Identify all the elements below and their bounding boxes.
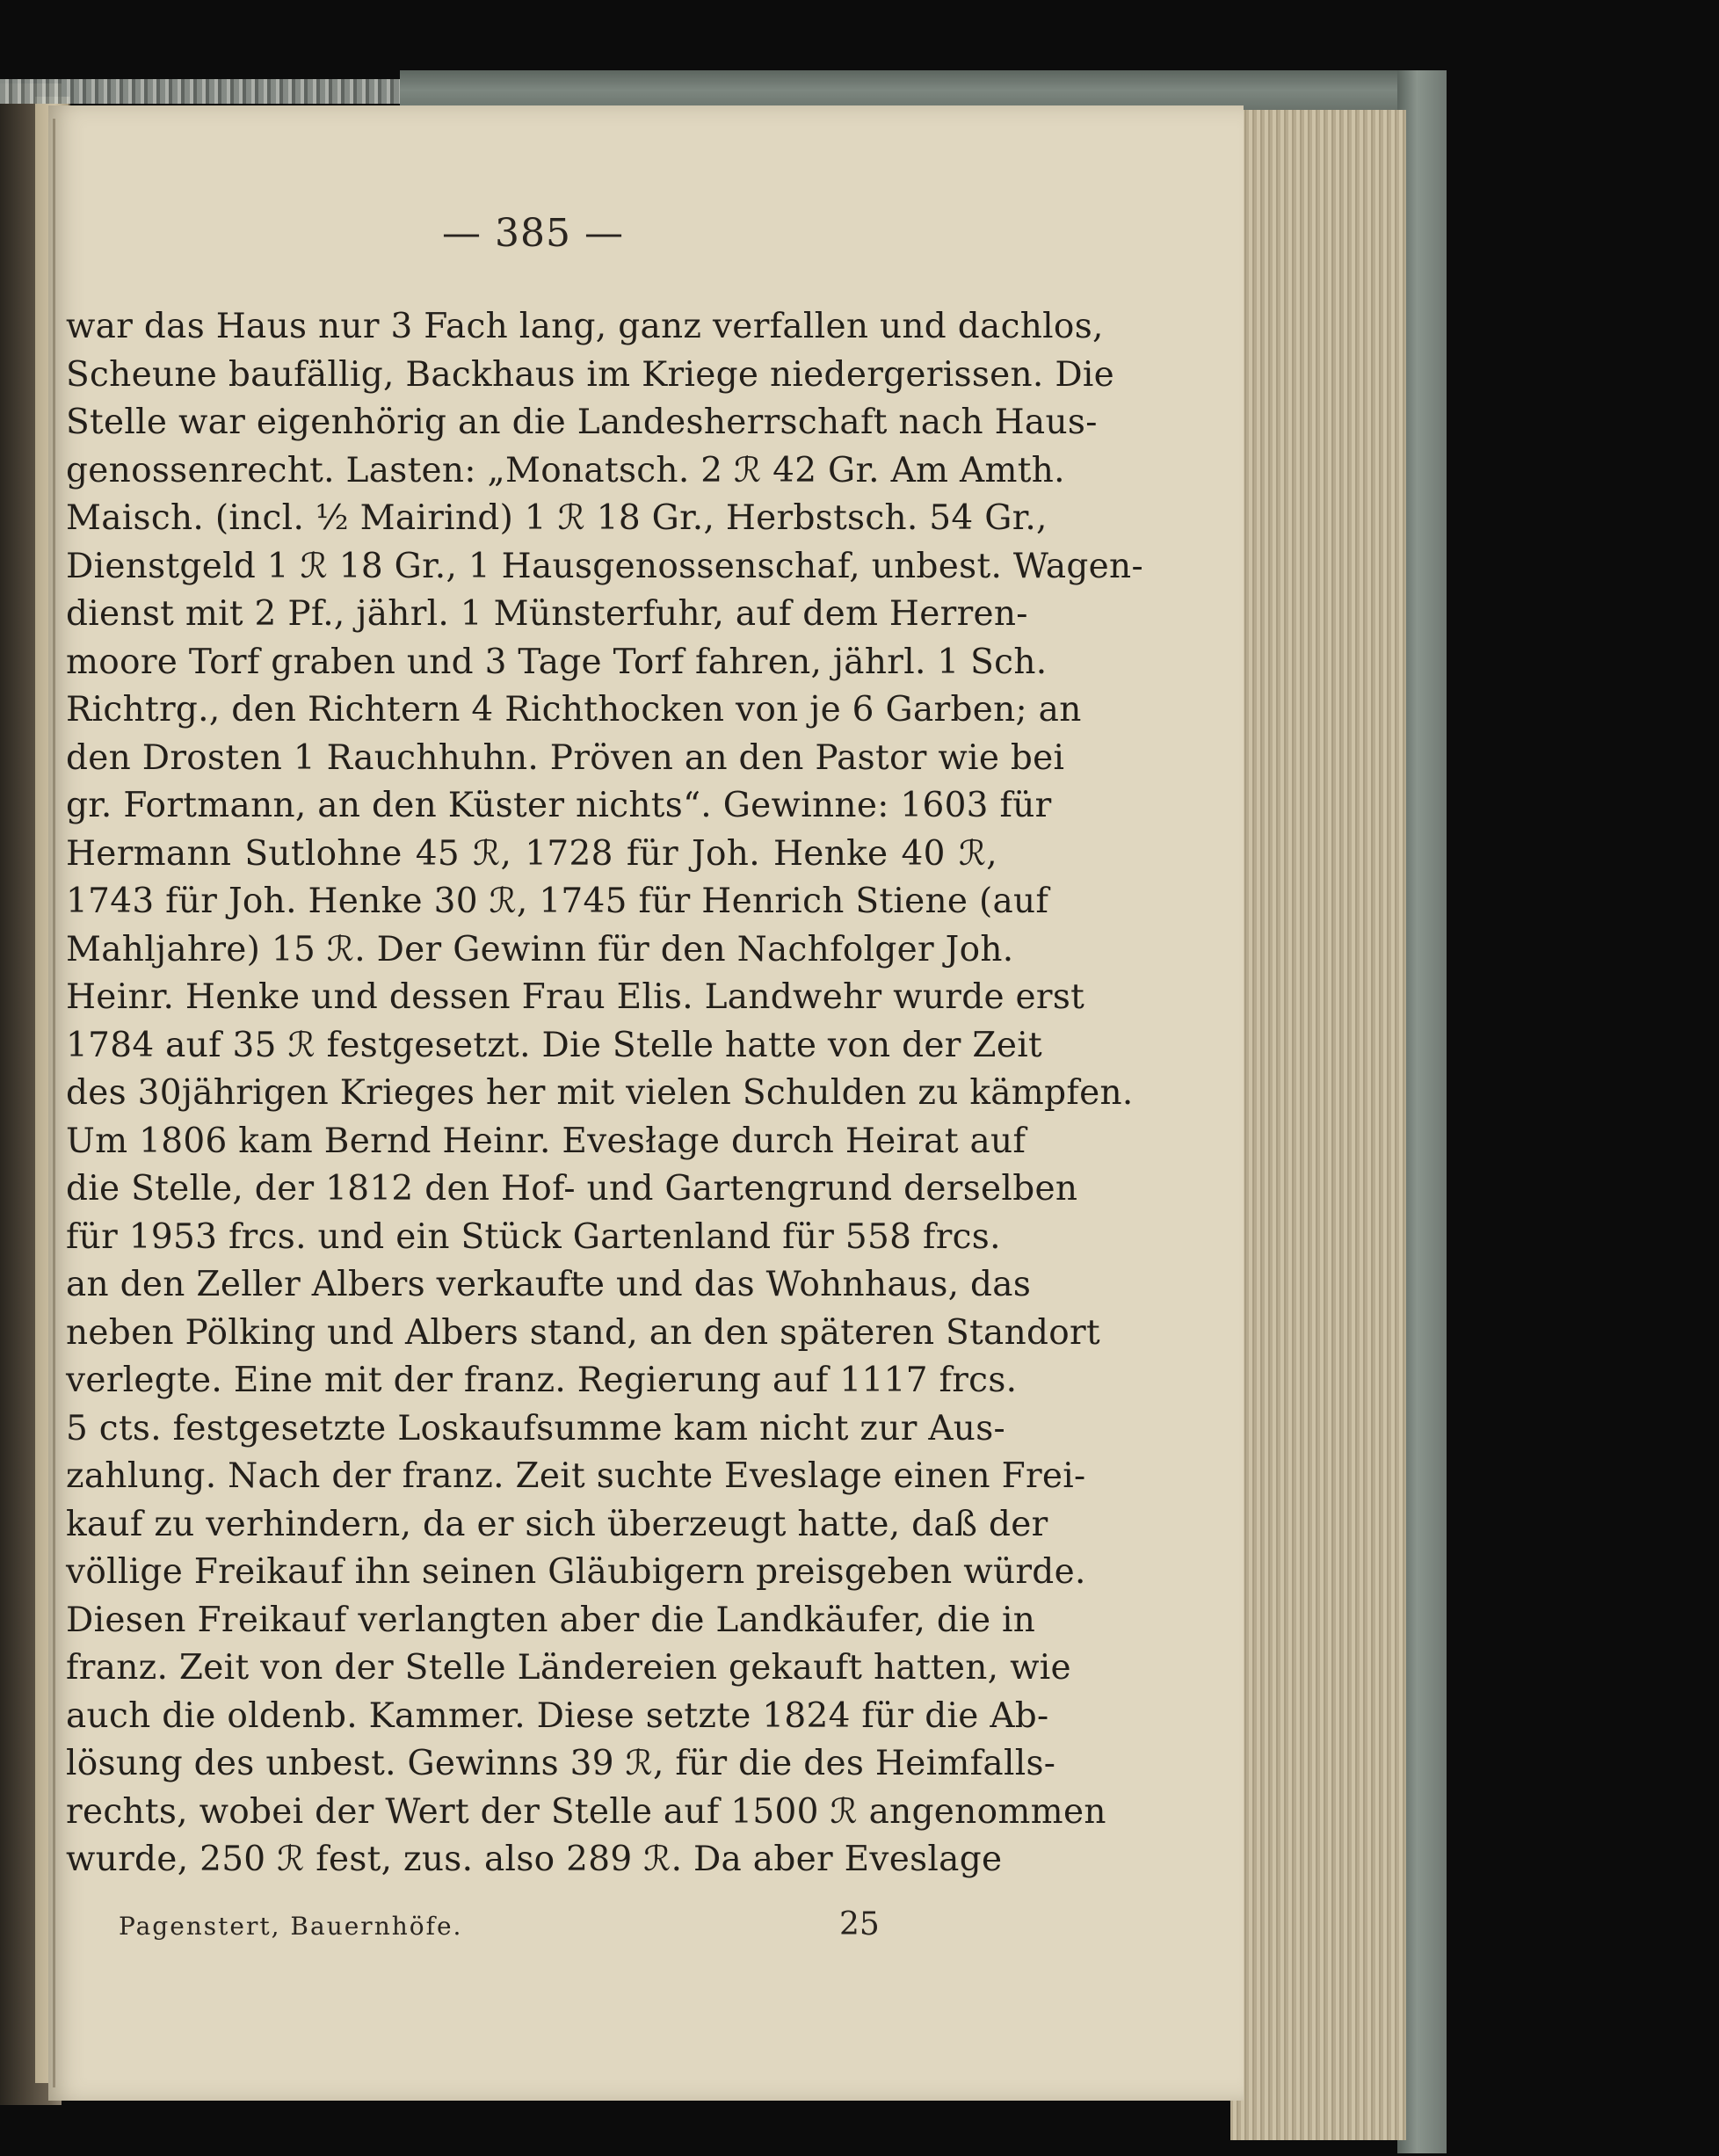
- gutter-shadow: [53, 119, 55, 2087]
- text-line: moore Torf graben und 3 Tage Torf fahren, jährl. 1 Sch.: [66, 642, 1048, 682]
- text-line: für 1953 frcs. und ein Stück Gartenland für 558 frcs.: [66, 1216, 1001, 1257]
- text-line: gr. Fortmann, an den Küster nichts“. Gewinne: 1603 für: [66, 786, 1052, 825]
- text-line: Richtrg., den Richtern 4 Richthocken von je 6 Garben; an: [66, 690, 1082, 730]
- text-line: Hermann Sutlohne 45 ℛ, 1728 für Joh. Henke 40 ℛ,: [66, 833, 997, 874]
- text-line: Stelle war eigenhörig an die Landesherrschaft nach Haus-: [66, 403, 1098, 442]
- text-line: des 30jährigen Krieges her mit vielen Schulden zu kämpfen.: [66, 1073, 1134, 1113]
- text-line: auch die oldenb. Kammer. Diese setzte 1824 für die Ab-: [66, 1695, 1049, 1736]
- text-line: Scheune baufällig, Backhaus im Kriege niedergerissen. Die: [66, 354, 1115, 395]
- text-line: kauf zu verhindern, da er sich überzeugt hatte, daß der: [66, 1504, 1048, 1544]
- text-line: rechts, wobei der Wert der Stelle auf 1500 ℛ angenommen: [66, 1791, 1106, 1832]
- text-line: die Stelle, der 1812 den Hof- und Gartengrund derselben: [66, 1169, 1078, 1209]
- text-line: Mahljahre) 15 ℛ. Der Gewinn für den Nachfolger Joh.: [66, 929, 1014, 969]
- text-line: Heinr. Henke und dessen Frau Elis. Landwehr wurde erst: [66, 977, 1085, 1017]
- text-line: den Drosten 1 Rauchhuhn. Pröven an den Pastor wie bei: [66, 737, 1065, 778]
- text-line: verlegte. Eine mit der franz. Regierung auf 1117 frcs.: [66, 1361, 1018, 1400]
- text-line: dienst mit 2 Pf., jährl. 1 Münsterfuhr, auf dem Herren-: [66, 594, 1028, 634]
- page-number: — 385 —: [442, 211, 624, 256]
- footer-author-title: Pagenstert, Bauernhöfe.: [119, 1912, 463, 1941]
- text-line: wurde, 250 ℛ fest, zus. also 289 ℛ. Da aber Eveslage: [66, 1840, 1003, 1879]
- text-line: franz. Zeit von der Stelle Ländereien gekauft hatten, wie: [66, 1648, 1071, 1688]
- text-line: Maisch. (incl. ½ Mairind) 1 ℛ 18 Gr., Herbstsch. 54 Gr.,: [66, 498, 1048, 538]
- text-line: an den Zeller Albers verkaufte und das Wohnhaus, das: [66, 1265, 1032, 1304]
- body-text: [66, 303, 1143, 1884]
- page-footer: [119, 1906, 910, 1956]
- text-line: völlige Freikauf ihn seinen Gläubigern preisgeben würde.: [66, 1552, 1086, 1592]
- binding-strip: [0, 79, 413, 104]
- text-line: Diesen Freikauf verlangten aber die Landkäufer, die in: [66, 1600, 1036, 1640]
- text-line: 1743 für Joh. Henke 30 ℛ, 1745 für Henrich Stiene (auf: [66, 882, 1049, 921]
- text-line: Um 1806 kam Bernd Heinr. Evesłage durch Heirat auf: [66, 1121, 1026, 1161]
- text-line: lösung des unbest. Gewinns 39 ℛ, für die des Heimfalls-: [66, 1744, 1056, 1783]
- text-line: neben Pölking und Albers stand, an den späteren Standort: [66, 1312, 1100, 1353]
- footer-signature-number: 25: [839, 1906, 880, 1942]
- text-line: war das Haus nur 3 Fach lang, ganz verfallen und dachlos,: [66, 307, 1104, 346]
- page-block-edge: [1230, 110, 1406, 2140]
- text-line: 5 cts. festgesetzte Loskaufsumme kam nicht zur Aus-: [66, 1408, 1006, 1448]
- book-cover-top: [400, 70, 1446, 110]
- text-line: 1784 auf 35 ℛ festgesetzt. Die Stelle hatte von der Zeit: [66, 1025, 1042, 1065]
- text-line: genossenrecht. Lasten: „Monatsch. 2 ℛ 42 Gr. Am Amth.: [66, 450, 1065, 490]
- text-line: Dienstgeld 1 ℛ 18 Gr., 1 Hausgenossenschaf, unbest. Wagen-: [66, 546, 1143, 586]
- text-line: zahlung. Nach der franz. Zeit suchte Eveslage einen Frei-: [66, 1456, 1086, 1496]
